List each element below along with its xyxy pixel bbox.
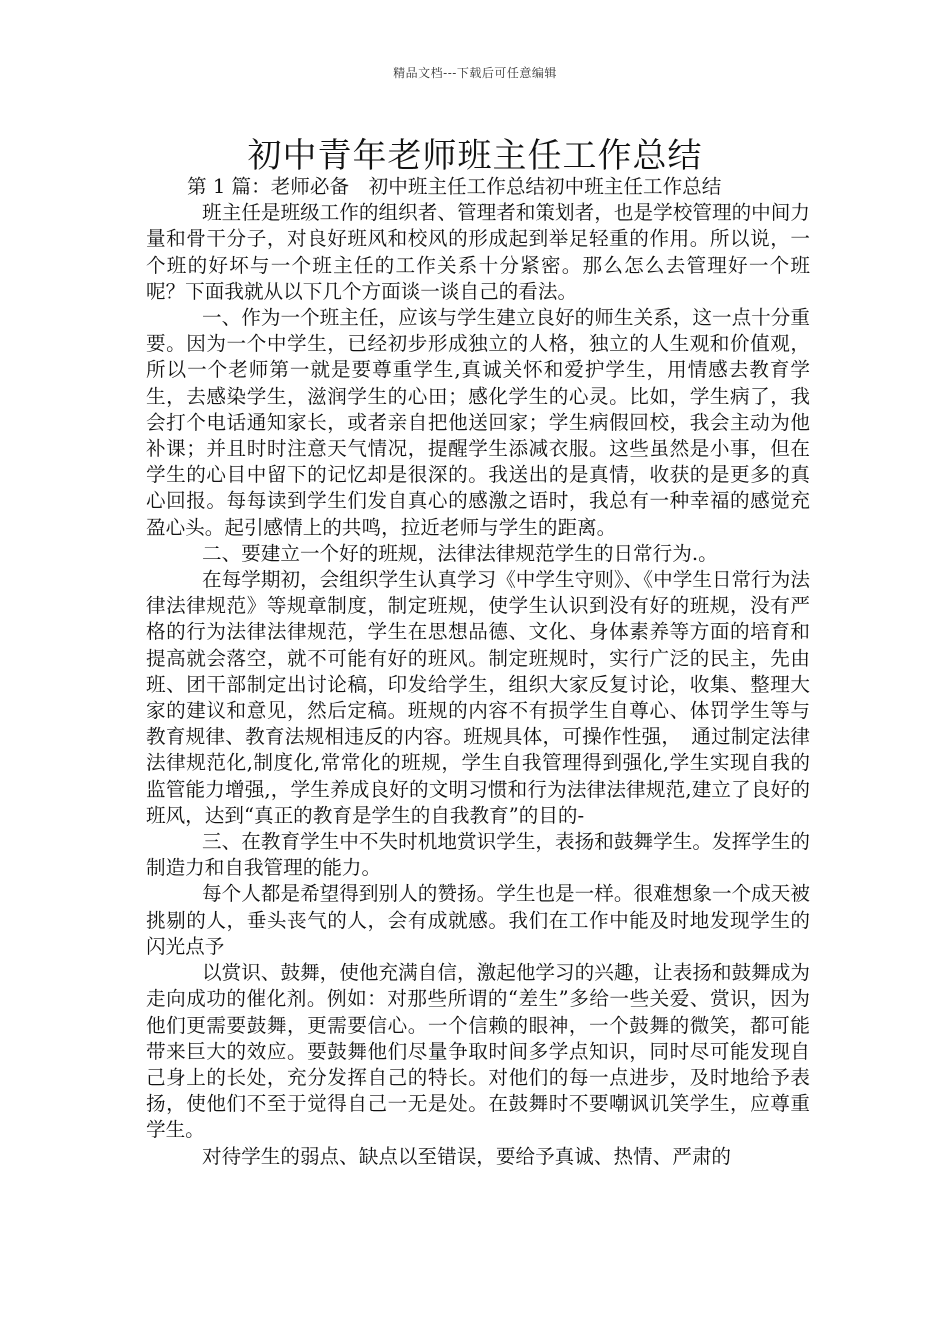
paragraph-weaknesses: 对待学生的弱点、缺点以至错误，要给予真诚、热情、严肃的 (202, 1144, 732, 1168)
paragraph-point-three-heading: 三、在教育学生中不失时机地赏识学生，表扬和鼓舞学生。发挥学生的制造力和自我管理的能力。 (146, 830, 810, 880)
paragraph-intro: 班主任是班级工作的组织者、管理者和策划者，也是学校管理的中间力量和骨干分子，对良好班风和校风的形成起到举足轻重的作用。所以说，一个班的好坏与一个班主任的工作关系十分紧密。那么怎么去管理好一个班呢？下面我就从以下几个方面谈一谈自己的看法。 (146, 201, 810, 303)
document-title: 初中青年老师班主任工作总结 (247, 136, 703, 176)
paragraph-point-two-heading: 二、要建立一个好的班规，法律法律规范学生的日常行为.。 (202, 541, 718, 565)
paragraph-point-one: 一、作为一个班主任，应该与学生建立良好的师生关系，这一点十分重要。因为一个中学生，已经初步形成独立的人格，独立的人生观和价值观，所以一个老师第一就是要尊重学生,真诚关怀和爱护学生，用情感去教育学生，去感染学生，滋润学生的心田；感化学生的心灵。比如，学生病了，我会打个电话通知家长，或者亲自把他送回家；学生病假回校，我会主动为他补课；并且时时注意天气情况，提醒学生添减衣服。这些虽然是小事，但在学生的心目中留下的记忆却是很深的。我送出的是真情，收获的是更多的真心回报。每每读到学生们发自真心的感激之语时，我总有一种幸福的感觉充盈心头。起引感情上的共鸣，拉近老师与学生的距离。 (146, 306, 810, 539)
paragraph-praise: 每个人都是希望得到别人的赞扬。学生也是一样。很难想象一个成天被挑剔的人，垂头丧气的人，会有成就感。我们在工作中能及时地发现学生的闪光点予 (146, 882, 810, 958)
header-note: 精品文档---下载后可任意编辑 (393, 66, 557, 80)
document-body (146, 174, 810, 1170)
paragraph-encouragement: 以赏识、鼓舞，使他充满自信，激起他学习的兴趣，让表扬和鼓舞成为走向成功的催化剂。例如：对那些所谓的“差生”多给一些关爱、赏识，因为他们更需要鼓舞，更需要信心。一个信赖的眼神，一个鼓舞的微笑，都可能带来巨大的效应。要鼓舞他们尽量争取时间多学点知识，同时尽可能发现自己身上的长处，充分发挥自己的特长。对他们的每一点进步，及时地给予表扬，使他们不至于觉得自己一无是处。在鼓舞时不要嘲讽讥笑学生，应尊重学生。 (146, 961, 810, 1142)
section-subtitle: 第 1 篇：老师必备 初中班主任工作总结初中班主任工作总结 (187, 175, 722, 198)
paragraph-point-two-body: 在每学期初，会组织学生认真学习《中学生守则》、《中学生日常行为法律法律规范》等规章制度，制定班规，使学生认识到没有好的班规，没有严格的行为法律法律规范，学生在思想品德、文化、身体素养等方面的培育和提高就会落空，就不可能有好的班风。制定班规时，实行广泛的民主，先由班、团干部制定出讨论稿，印发给学生，组织大家反复讨论，收集、整理大家的建议和意见，然后定稿。班规的内容不有损学生自尊心、体罚学生等与教育规律、教育法规相违反的内容。班规具体，可操作性强， 通过制定法律法律规范化,制度化,常常化的班规，学生自我管理得到强化,学生实现自我的监管能力增强,，学生养成良好的文明习惯和行为法律法律规范,建立了良好的班风，达到“真正的教育是学生的自我教育”的目的- (146, 568, 810, 827)
